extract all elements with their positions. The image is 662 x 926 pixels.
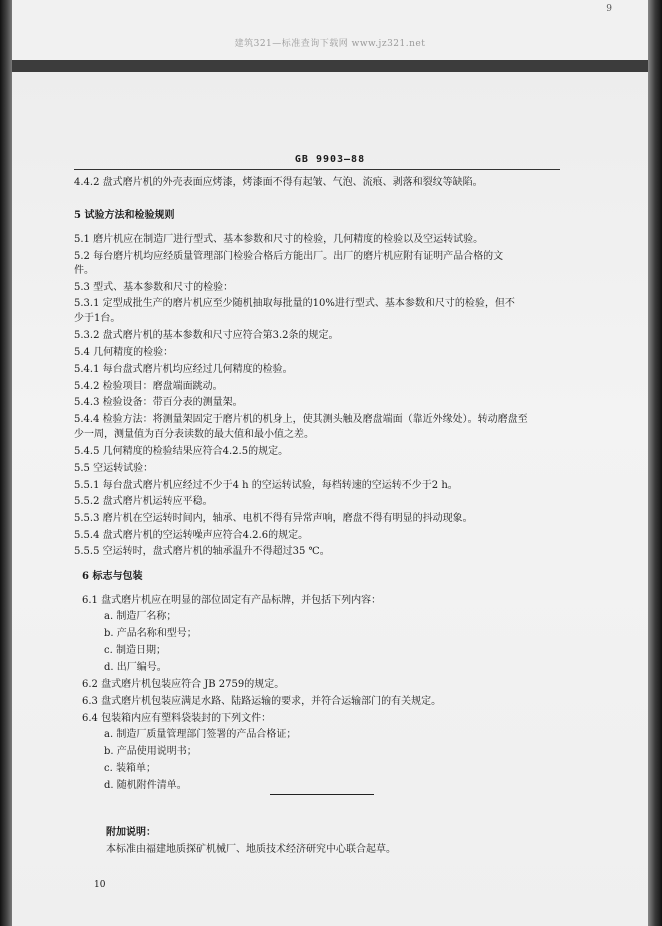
item-6-4-d: d. 随机附件清单。 xyxy=(104,780,187,791)
clause-5-3-1-cont: 少于1台。 xyxy=(74,313,121,324)
clause-6-3: 6.3 盘式磨片机包装应满足水路、陆路运输的要求，并符合运输部门的有关规定。 xyxy=(82,696,442,707)
clause-5-4: 5.4 几何精度的检验： xyxy=(74,347,174,358)
watermark: 建筑321—标准查询下载网 www.jz321.net xyxy=(234,39,426,49)
clause-5-4-5: 5.4.5 几何精度的检验结果应符合4.2.5的规定。 xyxy=(74,446,289,457)
clause-6-1: 6.1 盘式磨片机应在明显的部位固定有产品标牌，并包括下列内容： xyxy=(82,595,382,606)
clause-5-4-3: 5.4.3 检验设备：带百分表的测量架。 xyxy=(74,397,243,408)
clause-5-5-5: 5.5.5 空运转时，盘式磨片机的轴承温升不得超过35 ℃。 xyxy=(74,546,330,557)
clause-5-3: 5.3 型式、基本参数和尺寸的检验： xyxy=(74,282,234,293)
item-6-1-c: c. 制造日期； xyxy=(104,645,166,656)
clause-5-3-2: 5.3.2 盘式磨片机的基本参数和尺寸应符合第3.2条的规定。 xyxy=(74,330,339,341)
clause-4-4-2: 4.4.2 盘式磨片机的外壳表面应烤漆，烤漆面不得有起皱、气泡、流痕、剥落和裂纹等缺陷。 xyxy=(74,177,483,188)
end-rule xyxy=(270,794,374,795)
additional-notes-text: 本标准由福建地质探矿机械厂、地质技术经济研究中心联合起草。 xyxy=(106,844,396,855)
header-rule xyxy=(74,169,560,170)
clause-5-4-4-cont: 少一周，测量值为百分表读数的最大值和最小值之差。 xyxy=(74,429,314,440)
item-6-4-b: b. 产品使用说明书； xyxy=(104,746,197,757)
clause-5-4-4: 5.4.4 检验方法：将测量架固定于磨片机的机身上，使其测头触及磨盘端面（靠近外缘处）。转动磨盘至 xyxy=(74,414,528,425)
clause-5-4-2: 5.4.2 检验项目：磨盘端面跳动。 xyxy=(74,381,223,392)
clause-6-4: 6.4 包装箱内应有塑料袋装封的下列文件： xyxy=(82,713,272,724)
clause-5-2-cont: 件。 xyxy=(74,265,94,276)
clause-5-5-2: 5.5.2 盘式磨片机运转应平稳。 xyxy=(74,496,213,507)
document-page xyxy=(12,72,648,926)
section-5-heading: 5 试验方法和检验规则 xyxy=(74,210,175,221)
additional-notes-heading: 附加说明： xyxy=(106,827,156,838)
item-6-1-b: b. 产品名称和型号； xyxy=(104,628,197,639)
item-6-1-d: d. 出厂编号。 xyxy=(104,662,167,673)
page-header: GB 9903—88 xyxy=(294,154,366,165)
clause-5-3-1: 5.3.1 定型成批生产的磨片机应至少随机抽取每批量的10%进行型式、基本参数和尺寸的检验，但不 xyxy=(74,298,515,309)
clause-5-5-3: 5.5.3 磨片机在空运转时间内，轴承、电机不得有异常声响，磨盘不得有明显的抖动现象。 xyxy=(74,513,473,524)
item-6-4-a: a. 制造厂质量管理部门签署的产品合格证； xyxy=(104,729,297,740)
page-gap xyxy=(12,60,648,72)
clause-5-2: 5.2 每台磨片机均应经质量管理部门检验合格后方能出厂。出厂的磨片机应附有证明产品合格的文 xyxy=(74,251,504,262)
section-6-heading: 6 标志与包装 xyxy=(82,571,143,582)
item-6-4-c: c. 装箱单； xyxy=(104,763,156,774)
previous-page-strip xyxy=(12,0,648,60)
item-6-1-a: a. 制造厂名称； xyxy=(104,611,177,622)
clause-5-1: 5.1 磨片机应在制造厂进行型式、基本参数和尺寸的检验，几何精度的检验以及空运转试验。 xyxy=(74,234,484,245)
scan-border-right xyxy=(648,0,662,926)
clause-6-2: 6.2 盘式磨片机包装应符合 JB 2759的规定。 xyxy=(82,679,285,690)
clause-5-4-1: 5.4.1 每台盘式磨片机均应经过几何精度的检验。 xyxy=(74,364,293,375)
bottom-page-number: 10 xyxy=(94,880,106,890)
scan-border-left xyxy=(0,0,12,926)
clause-5-5-1: 5.5.1 每台盘式磨片机应经过不少于4 h 的空运转试验，每档转速的空运转不少于2 h。 xyxy=(74,480,458,491)
top-page-number: 9 xyxy=(606,4,612,14)
clause-5-5: 5.5 空运转试验： xyxy=(74,463,154,474)
clause-5-5-4: 5.5.4 盘式磨片机的空运转噪声应符合4.2.6的规定。 xyxy=(74,530,309,541)
